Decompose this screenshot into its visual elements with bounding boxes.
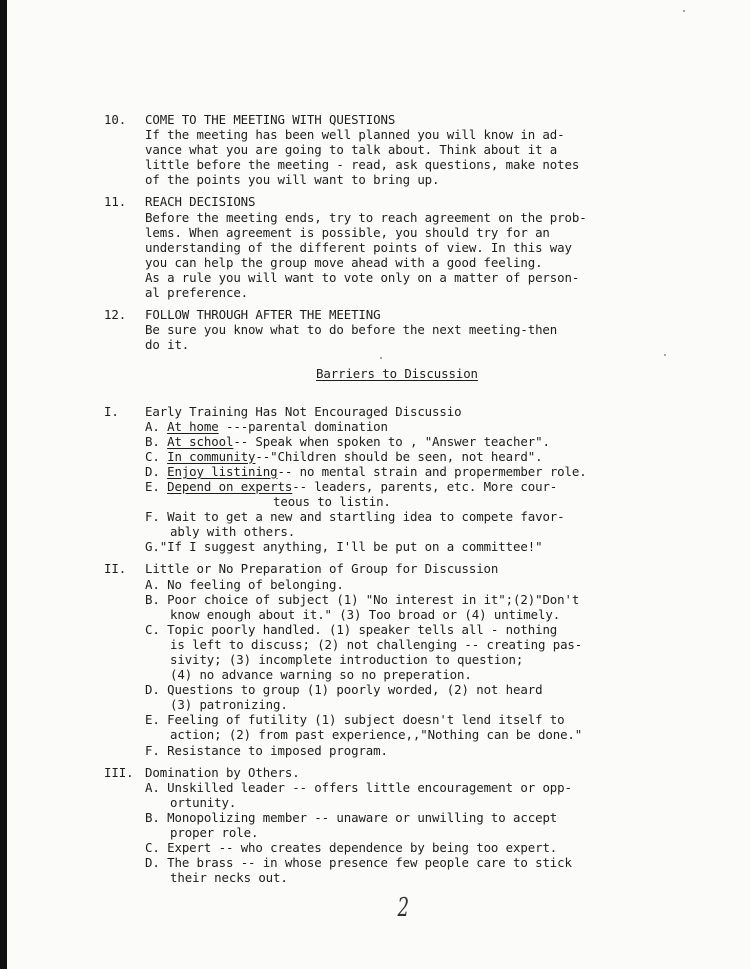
scan-edge: [0, 0, 7, 969]
entry-letter: C.: [145, 448, 168, 464]
entry-letter: A.: [145, 418, 168, 434]
entry: [145, 622, 557, 637]
text-line: [104, 127, 744, 142]
entry-text: Monopolizing member -- unaware or unwilling to accept: [167, 809, 558, 825]
entry: [145, 577, 344, 592]
entry-letter: C.: [145, 840, 168, 856]
entry: [145, 539, 542, 554]
entry-keyword: In community: [167, 448, 256, 464]
entry: [145, 592, 579, 607]
entry-letter: E.: [145, 712, 168, 728]
entry: [145, 509, 565, 524]
text-line: [104, 825, 744, 840]
text-line: [104, 561, 744, 576]
text-line: [104, 449, 744, 464]
section-heading: Barriers to Discussion: [316, 366, 478, 382]
text-line: [104, 509, 744, 524]
text-line: [104, 712, 744, 727]
spacer: [104, 359, 744, 366]
text-line: [104, 697, 744, 712]
text-line: [104, 607, 744, 622]
scan-speck: [683, 10, 685, 12]
spacer: [104, 352, 744, 359]
entry-continuation: proper role.: [170, 825, 259, 841]
text-line: [104, 434, 744, 449]
entry: [145, 419, 388, 434]
entry-continuation: (3) patronizing.: [170, 697, 288, 713]
text-line: [104, 307, 744, 322]
entry-continuation: teous to listin.: [170, 494, 391, 510]
entry-text: No feeling of belonging.: [167, 576, 344, 592]
entry-text: Expert -- who creates dependence by being too expert.: [167, 840, 558, 856]
entry-keyword: At school: [167, 433, 234, 449]
entry-letter: D.: [145, 855, 168, 871]
text-line: [104, 419, 744, 434]
section-heading-row: [104, 366, 744, 381]
text-line: [104, 524, 744, 539]
text-line: [104, 795, 744, 810]
item-text: understanding of the different points of view. In this way: [145, 239, 572, 255]
text-line: [104, 285, 744, 300]
item-text: little before the meeting - read, ask questions, make notes: [145, 157, 580, 173]
document-body: [104, 112, 744, 892]
entry-text: ---parental domination: [218, 418, 388, 434]
text-line: [104, 855, 744, 870]
entry-continuation: ably with others.: [170, 524, 296, 540]
text-line: [104, 667, 744, 682]
section-title: Little or No Preparation of Group for Discussion: [145, 561, 499, 577]
entry-keyword: Enjoy listining: [167, 463, 278, 479]
spacer: [104, 187, 744, 194]
spacer: [104, 885, 744, 892]
text-line: [104, 637, 744, 652]
text-line: [104, 592, 744, 607]
entry-continuation: (4) no advance warning so no preperation.: [170, 667, 472, 683]
entry-keyword: Depend on experts: [167, 478, 293, 494]
entry: [145, 464, 587, 479]
entry-text: -- leaders, parents, etc. More cour-: [292, 478, 558, 494]
entry-letter: E.: [145, 478, 168, 494]
text-line: [104, 240, 744, 255]
text-line: [104, 682, 744, 697]
section-number: II.: [104, 561, 127, 577]
entry-continuation: their necks out.: [170, 870, 288, 886]
text-line: [104, 210, 744, 225]
item-title: FOLLOW THROUGH AFTER THE MEETING: [145, 307, 381, 323]
entry-keyword: At home: [167, 418, 219, 434]
item-text: Be sure you know what to do before the next meeting-then: [145, 322, 558, 338]
entry-text: Unskilled leader -- offers little encouragement or opp-: [167, 779, 572, 795]
item-text: do it.: [145, 337, 190, 353]
text-line: [104, 840, 744, 855]
entry-letter: D.: [145, 682, 168, 698]
item-text: you can help the group move ahead with a good feeling.: [145, 254, 543, 270]
text-line: [104, 652, 744, 667]
entry-letter: C.: [145, 621, 168, 637]
item-title: REACH DECISIONS: [145, 194, 256, 210]
entry-text: -- Speak when spoken to , "Answer teacher".: [233, 433, 550, 449]
text-line: [104, 322, 744, 337]
entry-letter: B.: [145, 433, 168, 449]
entry-continuation: ortunity.: [170, 794, 237, 810]
text-line: [104, 337, 744, 352]
entry: [145, 855, 572, 870]
item-text: Before the meeting ends, try to reach agreement on the prob-: [145, 209, 587, 225]
entry-text: Resistance to imposed program.: [167, 742, 388, 758]
entry-text: Wait to get a new and startling idea to compete favor-: [167, 509, 565, 525]
item-number: 11.: [104, 194, 127, 210]
item-text: of the points you will want to bring up.: [145, 172, 440, 188]
item-number: 10.: [104, 112, 127, 127]
text-line: [104, 194, 744, 209]
text-line: [104, 810, 744, 825]
item-text: vance what you are going to talk about. Think about it a: [145, 142, 558, 158]
entry-letter: B.: [145, 591, 168, 607]
entry-text: -- no mental strain and propermember role.: [277, 463, 587, 479]
text-line: [104, 172, 744, 187]
text-line: [104, 157, 744, 172]
text-line: [104, 539, 744, 554]
item-text: As a rule you will want to vote only on a matter of person-: [145, 269, 580, 285]
entry-continuation: sivity; (3) incomplete introduction to question;: [170, 652, 524, 667]
text-line: [104, 622, 744, 637]
text-line: [104, 780, 744, 795]
entry-letter: D.: [145, 463, 168, 479]
text-line: [104, 225, 744, 240]
entry-text: Feeling of futility (1) subject doesn't lend itself to: [167, 712, 565, 728]
text-line: [104, 270, 744, 285]
section-title: Domination by Others.: [145, 764, 300, 780]
item-text: If the meeting has been well planned you will know in ad-: [145, 127, 565, 143]
entry-letter: A.: [145, 779, 168, 795]
text-line: [104, 765, 744, 780]
item-title: COME TO THE MEETING WITH QUESTIONS: [145, 112, 396, 127]
item-text: lems. When agreement is possible, you should try for an: [145, 224, 550, 240]
text-line: [104, 112, 744, 127]
entry-letter: B.: [145, 809, 168, 825]
item-number: 12.: [104, 307, 127, 323]
spacer: [104, 382, 744, 404]
entry-continuation: know enough about it." (3) Too broad or (4) untimely.: [170, 606, 561, 622]
entry: [145, 810, 557, 825]
text-line: [104, 494, 744, 509]
entry-text: --"Children should be seen, not heard".: [255, 448, 543, 464]
spacer: [104, 300, 744, 307]
entry-text: The brass -- in whose presence few people care to stick: [167, 855, 572, 871]
entry: [145, 682, 542, 697]
section-number: I.: [104, 403, 119, 419]
text-line: [104, 404, 744, 419]
text-line: [104, 743, 744, 758]
page-number: 2: [397, 893, 410, 923]
entry-continuation: is left to discuss; (2) not challenging -- creating pas-: [170, 636, 583, 652]
text-line: [104, 577, 744, 592]
text-line: [104, 479, 744, 494]
entry-letter: G.: [145, 539, 160, 555]
entry: [145, 449, 542, 464]
spacer: [104, 758, 744, 765]
entry: [145, 840, 557, 855]
entry-text: "If I suggest anything, I'll be put on a committee!": [159, 539, 543, 555]
entry: [145, 712, 565, 727]
entry: [145, 780, 572, 795]
spacer: [104, 554, 744, 561]
item-text: al preference.: [145, 285, 249, 301]
section-number: III.: [104, 764, 134, 780]
text-line: [104, 142, 744, 157]
entry-letter: F.: [145, 509, 168, 525]
entry: [145, 479, 557, 494]
entry-text: Poor choice of subject (1) "No interest in it";(2)"Don't: [167, 591, 580, 607]
entry-text: Topic poorly handled. (1) speaker tells all - nothing: [167, 621, 558, 637]
section-title: Early Training Has Not Encouraged Discussio: [145, 403, 462, 419]
entry-continuation: action; (2) from past experience,,"Nothing can be done.": [170, 727, 583, 743]
entry: [145, 743, 388, 758]
text-line: [104, 464, 744, 479]
text-line: [104, 727, 744, 742]
text-line: [104, 870, 744, 885]
entry-letter: F.: [145, 742, 168, 758]
entry: [145, 434, 550, 449]
text-line: [104, 255, 744, 270]
entry-letter: A.: [145, 576, 168, 592]
entry-text: Questions to group (1) poorly worded, (2) not heard: [167, 682, 543, 698]
